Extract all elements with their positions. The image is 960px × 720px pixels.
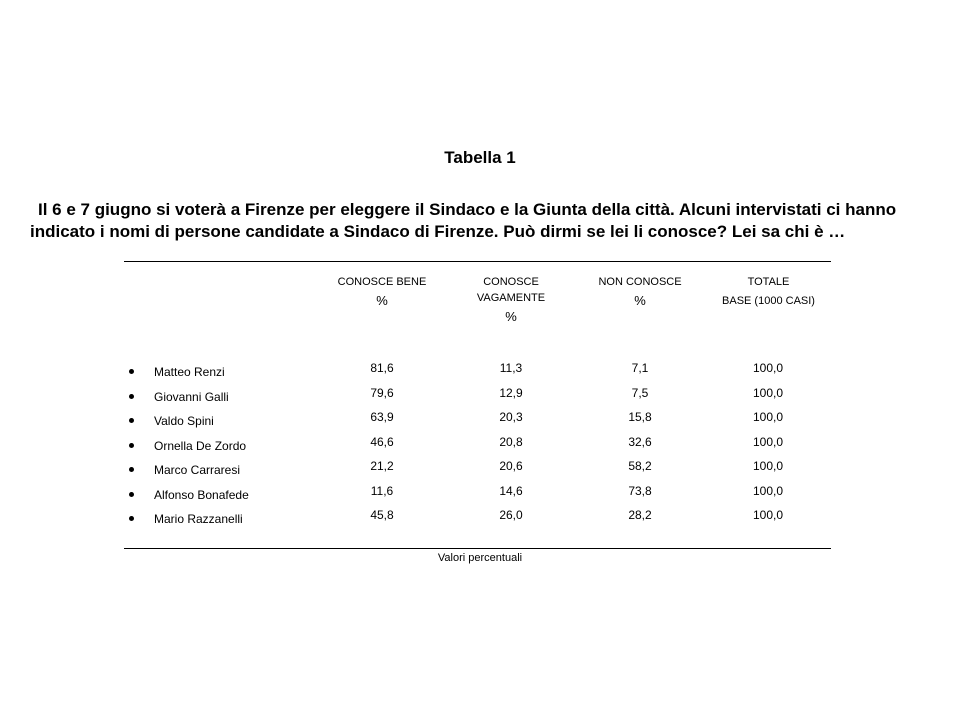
column-header-totale <box>706 274 831 309</box>
candidate-name: Ornella De Zordo <box>154 438 247 453</box>
table-row <box>124 460 831 484</box>
candidate-name: Mario Razzanelli <box>154 512 243 526</box>
candidate-name: Marco Carraresi <box>154 463 241 477</box>
bullet-icon <box>129 492 134 497</box>
table-row <box>124 362 831 386</box>
bullet-icon <box>129 418 134 423</box>
table-cell: 11,3 <box>499 361 523 375</box>
table-cell: 26,0 <box>499 508 523 522</box>
bullet-icon <box>129 467 134 472</box>
column-header-label: TOTALE <box>747 276 790 288</box>
table-cell: 12,9 <box>499 385 523 400</box>
column-header-label: NON CONOSCE <box>598 276 682 288</box>
candidate-name: Valdo Spini <box>154 414 214 428</box>
table-cell: 100,0 <box>752 483 784 498</box>
column-header-base: BASE (1000 CASI) <box>722 295 815 307</box>
table-cell: 20,8 <box>499 434 523 449</box>
table-row <box>124 387 831 411</box>
table-cell: 100,0 <box>752 385 784 400</box>
table-cell: 58,2 <box>628 459 652 473</box>
candidate-name: Matteo Renzi <box>154 365 225 379</box>
column-header-unit: % <box>505 309 517 324</box>
question-line-2: indicato i nomi di persone candidate a Sindaco di Firenze. Può dirmi se lei li conosce? Lei sa chi è … <box>30 222 846 241</box>
table-cell: 15,8 <box>628 410 652 424</box>
table-cell: 11,6 <box>370 483 394 498</box>
table-top-rule <box>124 261 831 262</box>
table-cell: 81,6 <box>370 361 394 375</box>
table-cell: 100,0 <box>752 508 784 522</box>
table-cell: 100,0 <box>752 459 784 473</box>
table-footnote: Valori percentuali <box>437 552 523 564</box>
table-cell: 63,9 <box>370 410 394 424</box>
column-header-unit: % <box>634 293 646 308</box>
table-cell: 20,6 <box>499 459 523 473</box>
table-cell: 32,6 <box>628 434 652 449</box>
table-cell: 21,2 <box>370 459 394 473</box>
table-row <box>124 411 831 435</box>
bullet-icon <box>129 369 134 374</box>
bullet-icon <box>129 394 134 399</box>
table-cell: 100,0 <box>752 410 784 424</box>
table-row <box>124 436 831 460</box>
table-cell: 20,3 <box>499 410 523 424</box>
column-header-unit: % <box>376 293 388 308</box>
candidate-name: Alfonso Bonafede <box>154 487 249 502</box>
table-cell: 100,0 <box>752 361 784 375</box>
table-title: Tabella 1 <box>444 148 516 167</box>
bullet-icon <box>129 516 134 521</box>
table-cell: 28,2 <box>628 508 652 522</box>
candidate-name: Giovanni Galli <box>154 389 229 404</box>
table-row <box>124 509 831 533</box>
column-header-conosce-bene <box>322 274 442 309</box>
table-cell: 46,6 <box>370 434 394 449</box>
table-cell: 100,0 <box>752 434 784 449</box>
question-text <box>30 199 960 243</box>
question-line-1: Il 6 e 7 giugno si voterà a Firenze per eleggere il Sindaco e la Giunta della città. Alcuni intervistati ci hanno <box>38 200 897 219</box>
table-row <box>124 485 831 509</box>
column-header-label: CONOSCE VAGAMENTE <box>476 276 546 304</box>
column-header-conosce-vagamente <box>456 274 566 325</box>
table-cell: 45,8 <box>370 508 394 522</box>
column-header-label: CONOSCE BENE <box>337 276 427 288</box>
table-cell: 73,8 <box>628 483 652 498</box>
table-cell: 7,1 <box>631 361 649 375</box>
column-header-non-conosce <box>580 274 700 309</box>
table-cell: 7,5 <box>631 385 649 400</box>
table-cell: 14,6 <box>499 483 523 498</box>
bullet-icon <box>129 443 134 448</box>
table-bottom-rule <box>124 548 831 549</box>
table-cell: 79,6 <box>370 385 394 400</box>
